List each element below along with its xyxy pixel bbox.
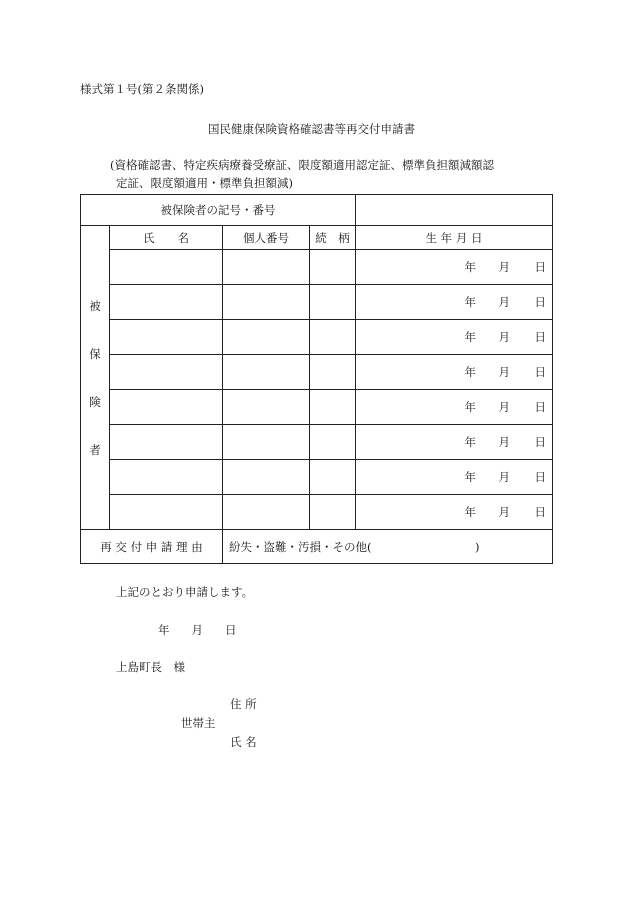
day-unit: 日 [534, 505, 546, 519]
form-subtitle-line2: 定証、限度額適用・標準負担額減) [116, 176, 293, 190]
name-field[interactable] [110, 390, 223, 425]
side-label-char: 保 [89, 346, 101, 361]
form-subtitle-line1: (資格確認書、特定疾病療養受療証、限度額適用認定証、標準負担額減額認 [110, 158, 494, 172]
name-field[interactable] [110, 285, 223, 320]
table-row [81, 355, 553, 390]
table-row [81, 390, 553, 425]
name-field[interactable] [110, 495, 223, 530]
address-label: 住 所 [230, 697, 257, 711]
table-row [81, 495, 553, 530]
day-unit: 日 [534, 330, 546, 344]
relationship-field[interactable] [310, 355, 356, 390]
personal-number-field[interactable] [223, 495, 310, 530]
month-unit: 月 [498, 470, 510, 484]
table-row [81, 320, 553, 355]
application-table [80, 194, 553, 564]
day-unit: 日 [534, 295, 546, 309]
date-year-unit: 年 [158, 623, 170, 637]
relationship-field[interactable] [310, 320, 356, 355]
personal-number-field[interactable] [223, 355, 310, 390]
month-unit: 月 [498, 400, 510, 414]
householder-label: 世帯主 [181, 716, 216, 730]
form-title: 国民健康保険資格確認書等再交付申請書 [208, 122, 415, 136]
name-field[interactable] [110, 355, 223, 390]
reissue-reason-label: 再 交 付 申 請 理 由 [81, 530, 223, 564]
table-row [81, 425, 553, 460]
birthdate-field[interactable] [356, 390, 553, 425]
side-label-char: 者 [89, 442, 101, 457]
side-label-char: 険 [89, 394, 101, 409]
birthdate-field[interactable] [356, 460, 553, 495]
month-unit: 月 [498, 295, 510, 309]
year-unit: 年 [464, 295, 476, 309]
day-unit: 日 [534, 260, 546, 274]
personal-number-field[interactable] [223, 460, 310, 495]
birthdate-field[interactable] [356, 425, 553, 460]
personal-number-field[interactable] [223, 285, 310, 320]
name-field[interactable] [110, 425, 223, 460]
year-unit: 年 [464, 505, 476, 519]
year-unit: 年 [464, 435, 476, 449]
year-unit: 年 [464, 400, 476, 414]
year-unit: 年 [464, 365, 476, 379]
name-field[interactable] [110, 320, 223, 355]
month-unit: 月 [498, 365, 510, 379]
relationship-field[interactable] [310, 390, 356, 425]
name-field[interactable] [110, 250, 223, 285]
month-unit: 月 [498, 330, 510, 344]
birthdate-field[interactable] [356, 285, 553, 320]
day-unit: 日 [534, 365, 546, 379]
table-row [81, 250, 553, 285]
year-unit: 年 [464, 330, 476, 344]
day-unit: 日 [534, 470, 546, 484]
year-unit: 年 [464, 260, 476, 274]
birthdate-field[interactable] [356, 250, 553, 285]
application-statement: 上記のとおり申請します。 [116, 585, 254, 599]
addressee: 上島町長 様 [116, 660, 185, 674]
table-row [81, 460, 553, 495]
header-relationship: 続 柄 [310, 226, 356, 250]
year-unit: 年 [464, 470, 476, 484]
form-number: 様式第１号(第２条関係) [80, 82, 204, 96]
month-unit: 月 [498, 435, 510, 449]
month-unit: 月 [498, 505, 510, 519]
date-day-unit: 日 [225, 623, 237, 637]
relationship-field[interactable] [310, 250, 356, 285]
side-label-char: 被 [89, 298, 101, 313]
relationship-field[interactable] [310, 425, 356, 460]
birthdate-field[interactable] [356, 495, 553, 530]
table-row [81, 285, 553, 320]
day-unit: 日 [534, 400, 546, 414]
insured-number-field[interactable] [356, 195, 553, 226]
birthdate-field[interactable] [356, 355, 553, 390]
relationship-field[interactable] [310, 495, 356, 530]
personal-number-field[interactable] [223, 320, 310, 355]
day-unit: 日 [534, 435, 546, 449]
date-month-unit: 月 [191, 623, 203, 637]
personal-number-field[interactable] [223, 390, 310, 425]
insured-number-label: 被保険者の記号・番号 [81, 195, 356, 226]
insured-person-side-label [81, 226, 110, 530]
personal-number-field[interactable] [223, 250, 310, 285]
header-personal-number: 個人番号 [223, 226, 310, 250]
birthdate-field[interactable] [356, 320, 553, 355]
header-name: 氏 名 [110, 226, 223, 250]
header-birthdate: 生 年 月 日 [356, 226, 553, 250]
name-label: 氏 名 [230, 735, 257, 749]
relationship-field[interactable] [310, 460, 356, 495]
personal-number-field[interactable] [223, 425, 310, 460]
month-unit: 月 [498, 260, 510, 274]
reissue-reason-field[interactable]: 紛失・盗難・汚損・その他( ) [223, 530, 553, 564]
name-field[interactable] [110, 460, 223, 495]
application-date[interactable] [158, 623, 259, 637]
relationship-field[interactable] [310, 285, 356, 320]
